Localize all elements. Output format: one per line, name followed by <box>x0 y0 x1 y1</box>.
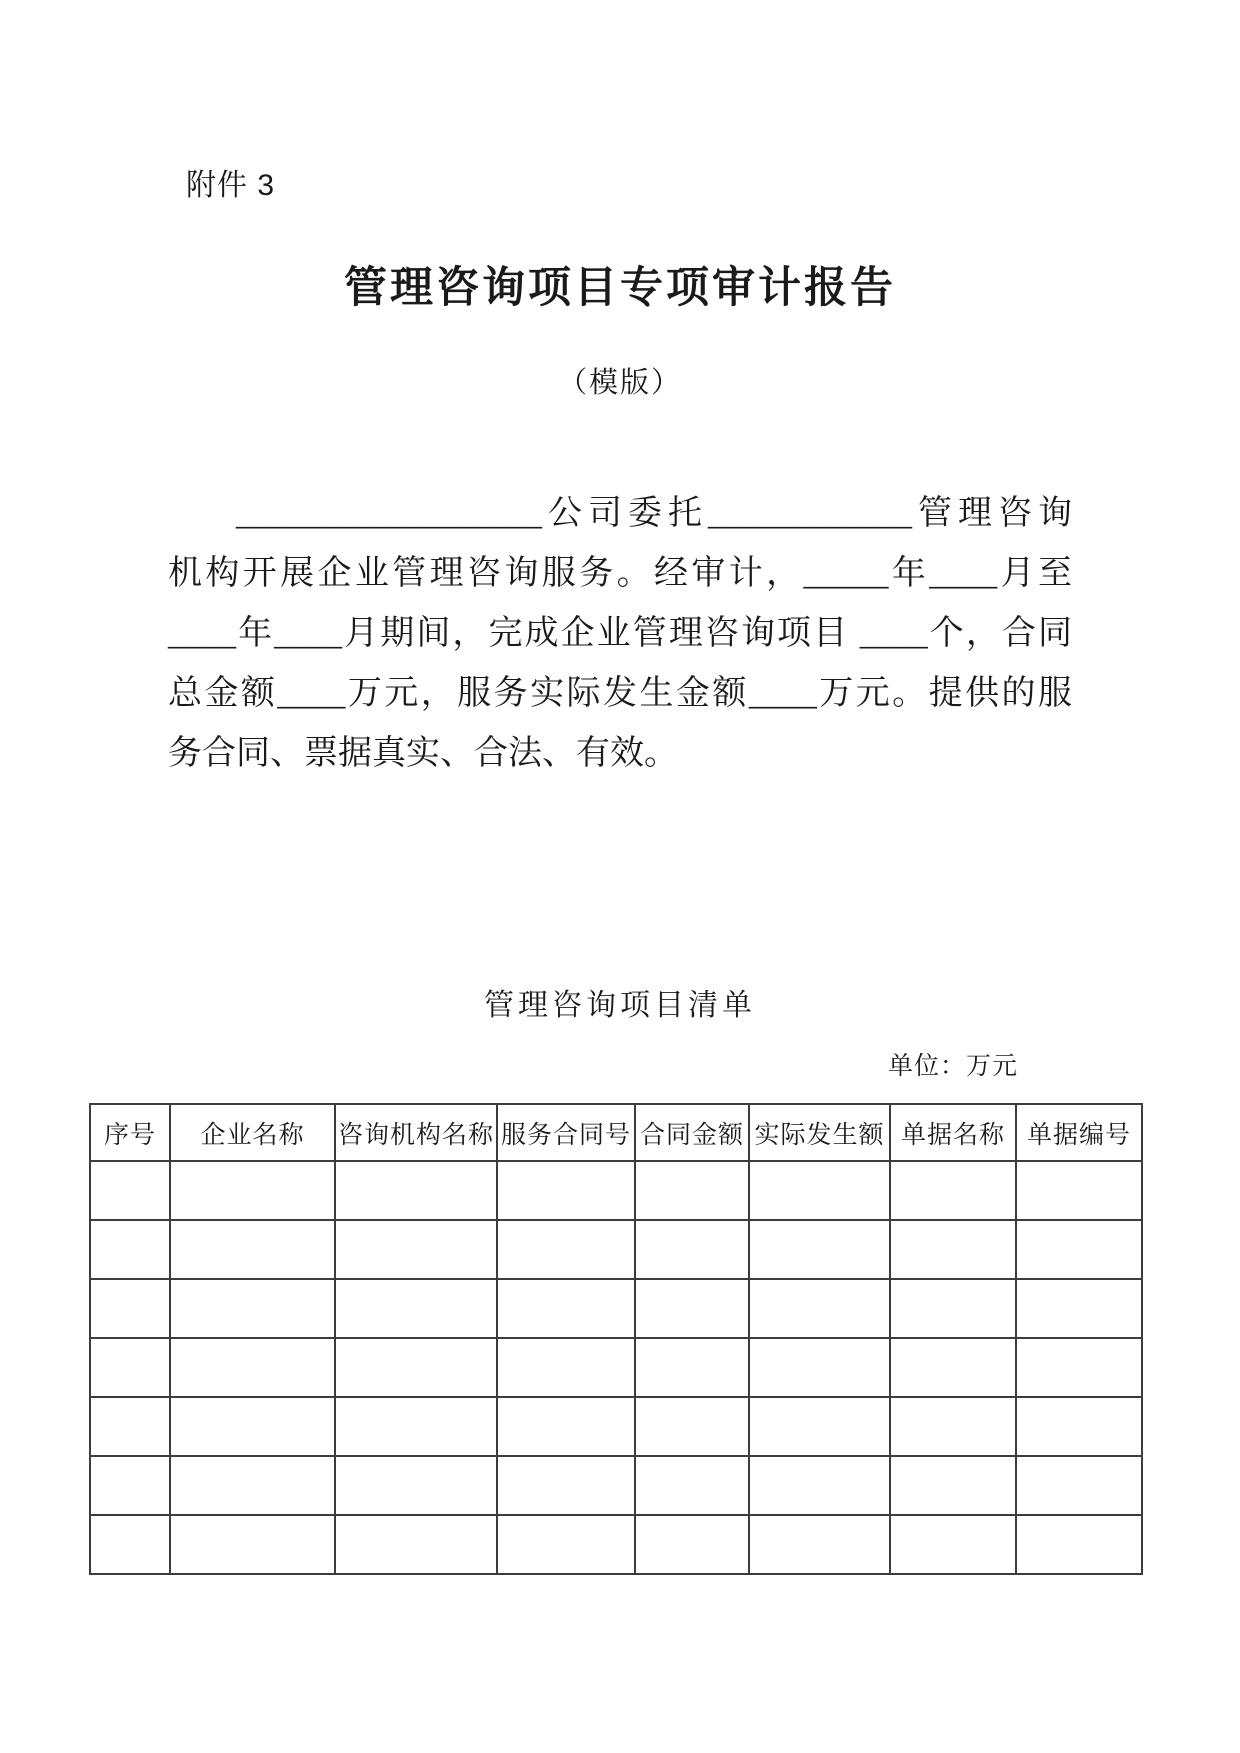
table-cell <box>1016 1279 1142 1338</box>
table-cell <box>890 1279 1016 1338</box>
column-header-consulting-org: 咨询机构名称 <box>335 1104 497 1161</box>
table-cell <box>90 1338 170 1397</box>
table-cell <box>335 1161 497 1220</box>
table-cell <box>497 1515 635 1574</box>
body-paragraph <box>168 484 1072 784</box>
document-subtitle: （模版） <box>557 367 682 399</box>
table-cell <box>1016 1220 1142 1279</box>
paragraph-line: 务合同、票据真实、合法、有效。 <box>168 735 678 772</box>
table-cell <box>170 1515 335 1574</box>
table-cell <box>1016 1161 1142 1220</box>
table-cell <box>749 1456 890 1515</box>
column-header-contract-number: 服务合同号 <box>497 1104 635 1161</box>
table-cell <box>1016 1397 1142 1456</box>
column-header-contract-amount: 合同金额 <box>635 1104 749 1161</box>
table-cell <box>497 1338 635 1397</box>
table-cell <box>749 1220 890 1279</box>
table-row <box>90 1456 1142 1515</box>
table-cell <box>170 1220 335 1279</box>
paragraph-line: __________________公司委托____________管理咨询 <box>236 495 1072 532</box>
table-row <box>90 1515 1142 1574</box>
table-cell <box>90 1220 170 1279</box>
table-row <box>90 1161 1142 1220</box>
table-cell <box>890 1397 1016 1456</box>
table-cell <box>90 1279 170 1338</box>
paragraph-line: 机构开展企业管理咨询服务。经审计，_____年____月至 <box>168 555 1072 592</box>
table-cell <box>335 1220 497 1279</box>
project-table-body <box>90 1161 1142 1574</box>
table-cell <box>635 1397 749 1456</box>
table-cell <box>497 1456 635 1515</box>
table-cell <box>1016 1338 1142 1397</box>
table-row <box>90 1397 1142 1456</box>
table-cell <box>749 1338 890 1397</box>
table-cell <box>335 1397 497 1456</box>
column-header-company-name: 企业名称 <box>170 1104 335 1161</box>
table-cell <box>170 1161 335 1220</box>
table-cell <box>90 1515 170 1574</box>
attachment-label: 附件 3 <box>186 169 276 202</box>
paragraph-line: 总金额____万元，服务实际发生金额____万元。提供的服 <box>168 675 1072 712</box>
table-cell <box>635 1161 749 1220</box>
table-cell <box>749 1279 890 1338</box>
table-cell <box>890 1161 1016 1220</box>
paragraph-line: ____年____月期间，完成企业管理咨询项目 ____个，合同 <box>168 615 1072 652</box>
project-list-table <box>89 1103 1143 1575</box>
table-cell <box>749 1515 890 1574</box>
table-cell <box>335 1515 497 1574</box>
table-title: 管理咨询项目清单 <box>484 989 756 1022</box>
table-cell <box>635 1456 749 1515</box>
document-title: 管理咨询项目专项审计报告 <box>344 264 896 312</box>
table-cell <box>170 1279 335 1338</box>
table-cell <box>335 1456 497 1515</box>
table-cell <box>635 1338 749 1397</box>
table-row <box>90 1279 1142 1338</box>
table-cell <box>890 1338 1016 1397</box>
table-cell <box>749 1161 890 1220</box>
table-cell <box>335 1338 497 1397</box>
table-row <box>90 1338 1142 1397</box>
table-cell <box>497 1220 635 1279</box>
table-cell <box>170 1397 335 1456</box>
table-header-row <box>90 1104 1142 1161</box>
table-cell <box>635 1279 749 1338</box>
column-header-actual-amount: 实际发生额 <box>749 1104 890 1161</box>
unit-label: 单位：万元 <box>887 1053 1018 1080</box>
table-cell <box>890 1220 1016 1279</box>
table-cell <box>1016 1515 1142 1574</box>
table-cell <box>890 1456 1016 1515</box>
table-cell <box>749 1397 890 1456</box>
table-cell <box>1016 1456 1142 1515</box>
table-cell <box>335 1279 497 1338</box>
table-cell <box>635 1220 749 1279</box>
table-row <box>90 1220 1142 1279</box>
table-cell <box>497 1161 635 1220</box>
table-cell <box>890 1515 1016 1574</box>
table-cell <box>497 1279 635 1338</box>
column-header-index: 序号 <box>90 1104 170 1161</box>
table-cell <box>635 1515 749 1574</box>
table-cell <box>170 1456 335 1515</box>
column-header-receipt-number: 单据编号 <box>1016 1104 1142 1161</box>
column-header-receipt-name: 单据名称 <box>890 1104 1016 1161</box>
table-cell <box>90 1161 170 1220</box>
table-cell <box>90 1397 170 1456</box>
table-cell <box>170 1338 335 1397</box>
table-cell <box>497 1397 635 1456</box>
table-cell <box>90 1456 170 1515</box>
